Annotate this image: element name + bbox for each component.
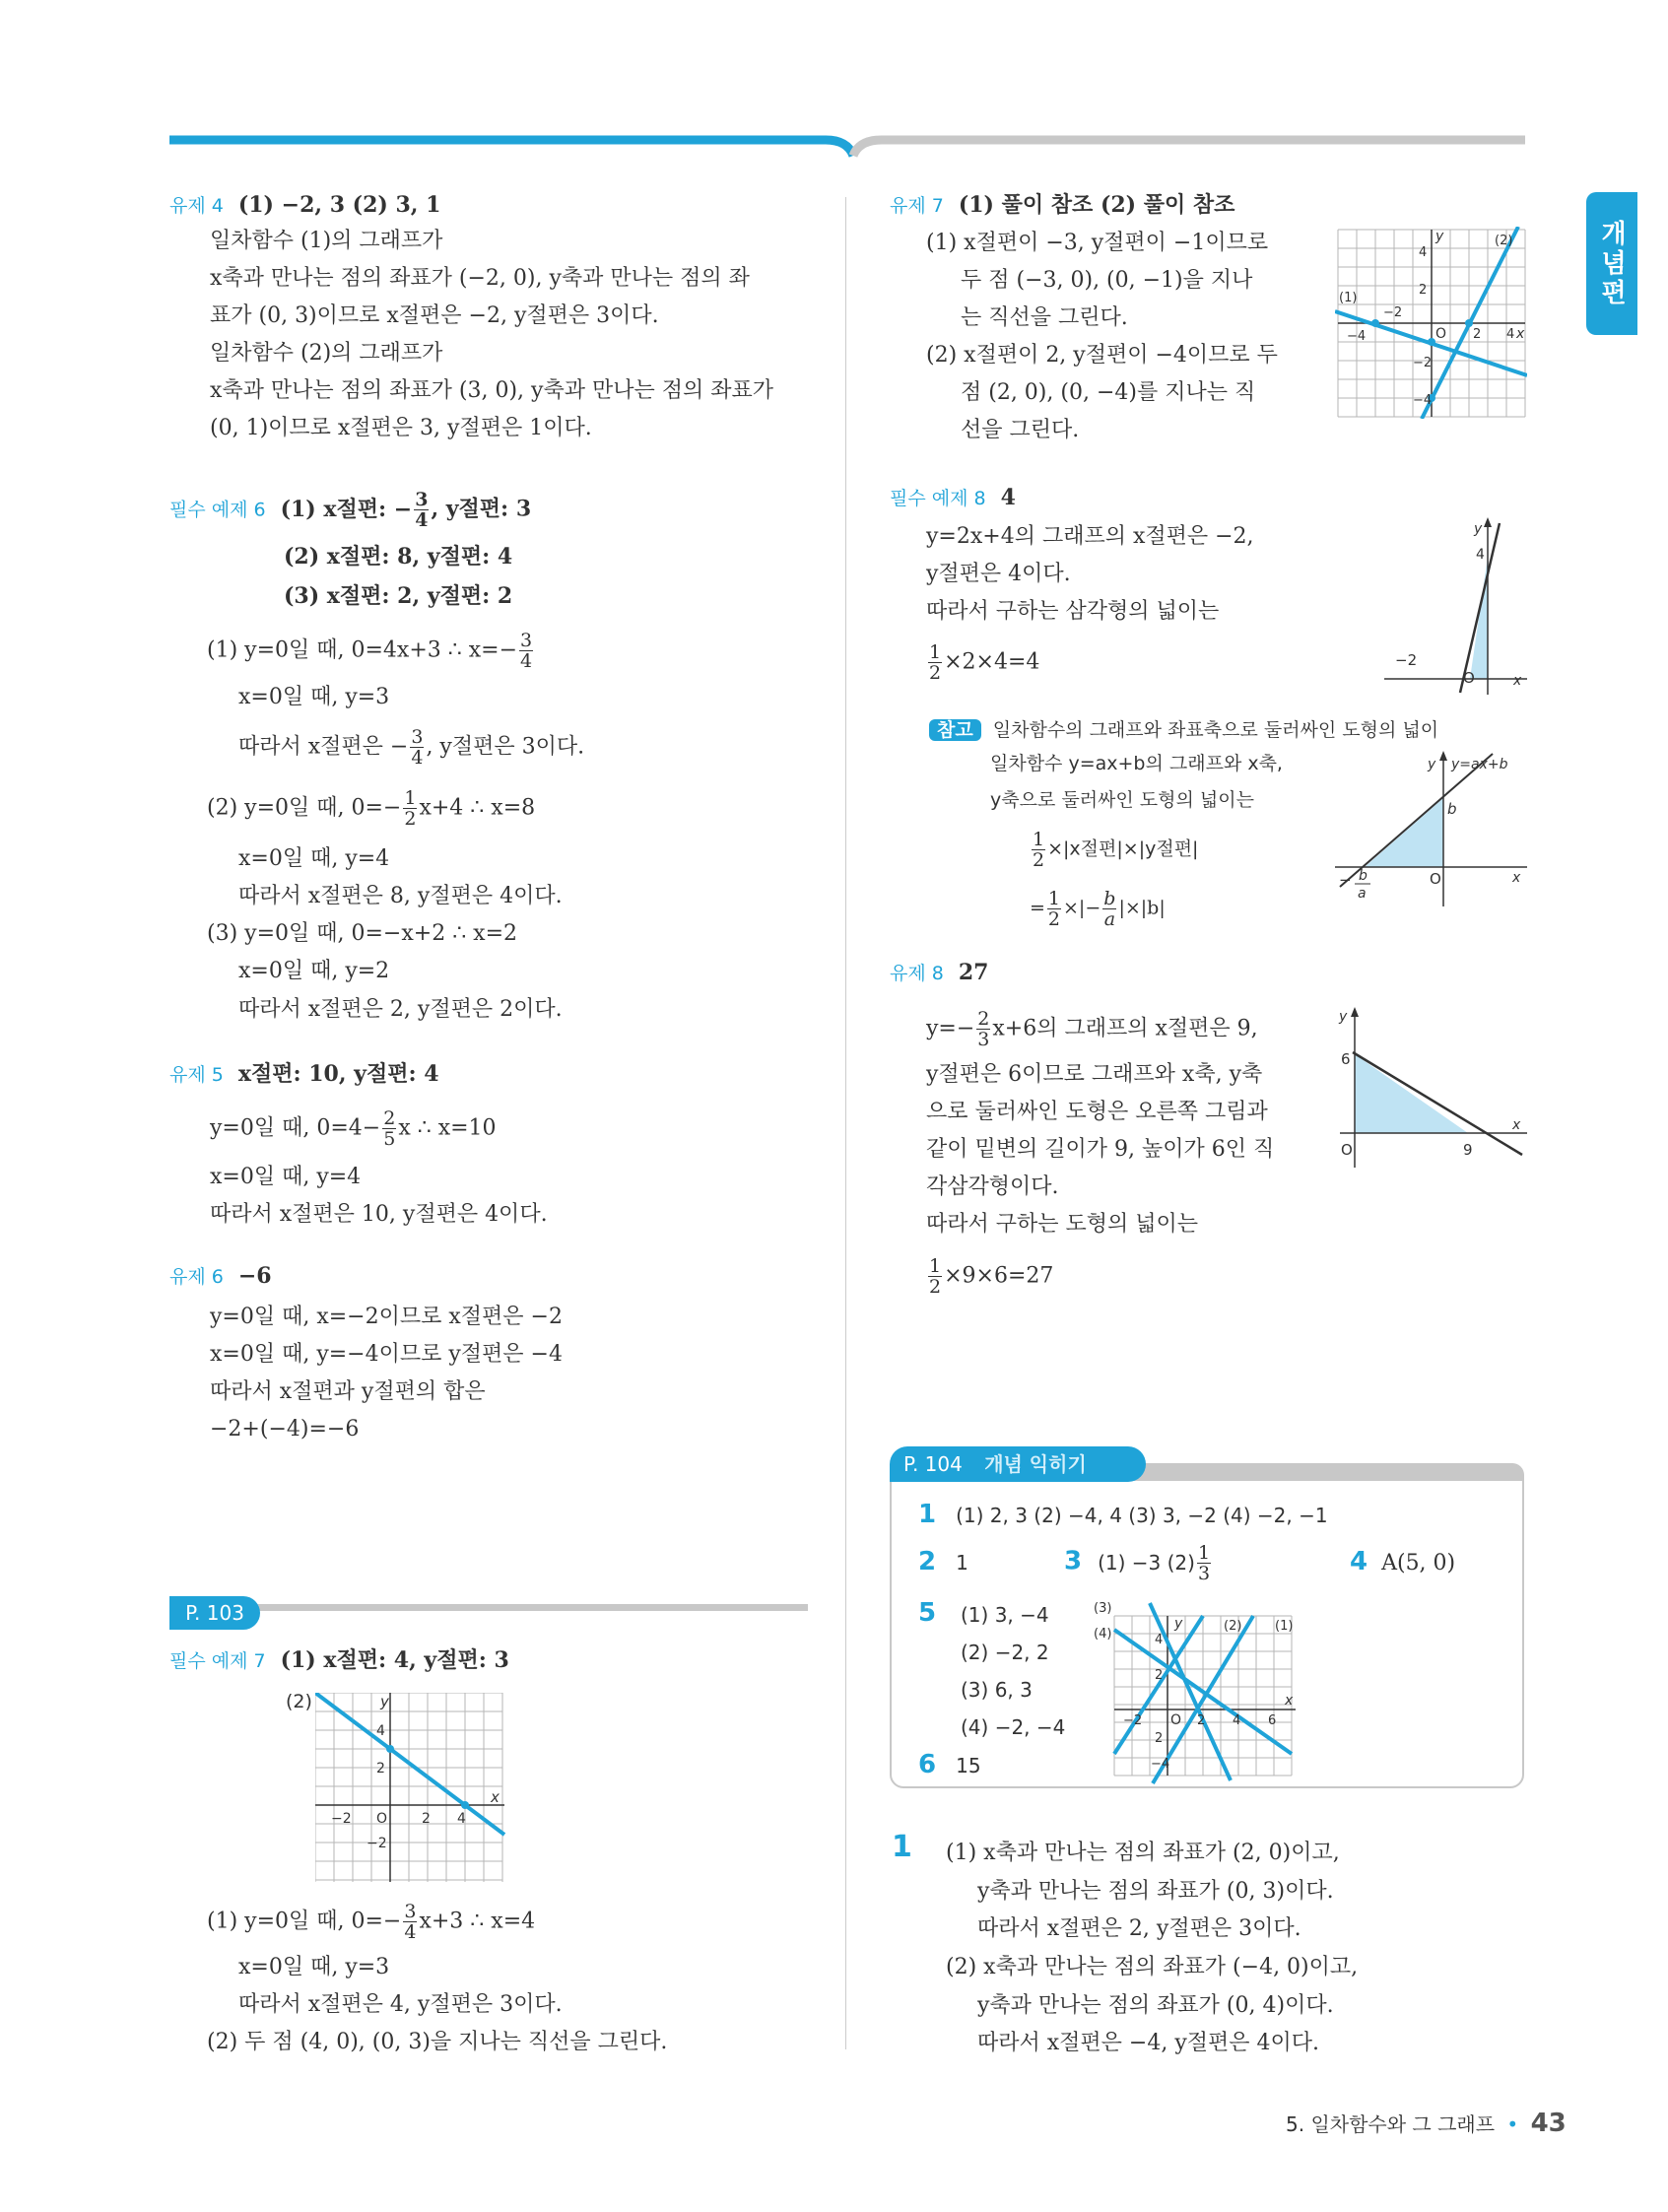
- frac-den: 2: [1047, 908, 1061, 930]
- p104-answer-6: [918, 1750, 981, 1781]
- graph-label: (4): [1094, 1627, 1112, 1642]
- fraction: [928, 642, 942, 683]
- yuje7-line: 점 (2, 0), (0, −4)를 지나는 직: [961, 380, 1256, 405]
- tick-label: 4: [1233, 1713, 1241, 1728]
- frac-a: a: [1358, 886, 1367, 902]
- sol1-line: y축과 만나는 점의 좌표가 (0, 3)이다.: [977, 1879, 1334, 1904]
- frac-num: 1: [1033, 829, 1045, 850]
- yuje5-answer: x절편: 10, y절편: 4: [237, 1061, 439, 1087]
- yuje8-line-7: [926, 1256, 1053, 1297]
- axis-label: y: [380, 1693, 389, 1710]
- tick-label: 9: [1463, 1141, 1473, 1159]
- yuje6-line: y=0일 때, x=−2이므로 x절편은 −2: [210, 1305, 563, 1329]
- triangle-fill: [1365, 798, 1443, 867]
- answer-text: 1: [956, 1551, 968, 1575]
- pilsu8-header: [890, 483, 1016, 513]
- frac-den: 4: [520, 650, 533, 672]
- frac-b: b: [1359, 868, 1368, 884]
- pilsu7-answer: (1) x절편: 4, y절편: 3: [280, 1647, 509, 1673]
- origin-label: O: [1430, 870, 1441, 888]
- point: [1371, 319, 1379, 327]
- triangle-fill: [1470, 557, 1488, 679]
- point: [1428, 338, 1435, 346]
- frac-den: 2: [929, 1276, 942, 1298]
- yuje6-label: 유제 6: [169, 1266, 224, 1288]
- graph-label: (2): [1224, 1619, 1242, 1634]
- yuje5-line-2: x=0일 때, y=4: [210, 1165, 362, 1189]
- p104-badge: [890, 1446, 1146, 1482]
- p104-answer-5: [918, 1598, 936, 1630]
- answer-number: 2: [918, 1547, 937, 1576]
- tick-label: −2: [367, 1836, 387, 1851]
- p103-badge: [169, 1596, 260, 1630]
- yuje6-answer: −6: [237, 1263, 272, 1289]
- sol1-line: 따라서 x절편은 2, y절편은 3이다.: [977, 1916, 1301, 1941]
- pilsu8-line-2: y절편은 4이다.: [926, 562, 1071, 586]
- pilsu6-sol-2c: 따라서 x절편은 8, y절편은 4이다.: [238, 884, 563, 908]
- note-line-2: y축으로 둘러싸인 도형의 넓이는: [990, 789, 1254, 811]
- text: (1) y=0일 때, 0=4x+3 ∴ x=−: [207, 637, 518, 663]
- pilsu6-sol-2b: x=0일 때, y=4: [238, 846, 390, 871]
- yuje6-line: −2+(−4)=−6: [210, 1417, 360, 1441]
- pilsu6-answer-2: (2) x절편: 8, y절편: 4: [284, 544, 513, 570]
- text: ×|x절편|×|y절편|: [1047, 838, 1199, 860]
- tick-label: 2: [1155, 1731, 1164, 1746]
- p103-badge-text: P. 103: [185, 1601, 244, 1625]
- text: =: [1030, 897, 1045, 919]
- yuje4-line: 일차함수 (2)의 그래프가: [210, 341, 443, 366]
- axis-label: x: [491, 1788, 500, 1806]
- pilsu8-graph: [1379, 517, 1527, 695]
- frac-num: 2: [977, 1008, 990, 1030]
- yuje5-label: 유제 5: [169, 1064, 224, 1086]
- p103-banner-line: [187, 1604, 808, 1611]
- tick-label: 4: [1419, 245, 1428, 260]
- tick-label: −4: [1151, 1757, 1170, 1772]
- p104-badge-text: P. 104: [903, 1452, 963, 1476]
- tick-label: 4: [457, 1811, 466, 1827]
- pilsu6-sol-2a: [207, 788, 535, 829]
- sol1-line: y축과 만나는 점의 좌표가 (0, 4)이다.: [977, 1993, 1334, 2018]
- frac-num: 1: [1197, 1542, 1211, 1564]
- yuje8-line-1: [926, 1009, 1258, 1049]
- axis-label: x: [1512, 870, 1521, 886]
- tick-label: 2: [1473, 327, 1482, 342]
- footer-bullet: •: [1506, 2112, 1519, 2136]
- text: |×|b|: [1118, 897, 1166, 919]
- answer-text: A(5, 0): [1381, 1551, 1456, 1575]
- axis-label: y: [1339, 1009, 1348, 1025]
- yuje7-label: 유제 7: [890, 195, 944, 217]
- answer-text: 15: [956, 1754, 981, 1777]
- frac-den: 2: [929, 662, 942, 684]
- tick-label: 6: [1268, 1713, 1277, 1728]
- fraction: [1197, 1543, 1211, 1583]
- sol1-line: (1) x축과 만나는 점의 좌표가 (2, 0)이고,: [946, 1841, 1340, 1865]
- p104-a5-line: (2) −2, 2: [961, 1641, 1049, 1664]
- axis-label: x: [1512, 1117, 1521, 1133]
- pilsu6-sol-1b: x=0일 때, y=3: [238, 685, 390, 709]
- note-formula-1: [1030, 830, 1198, 870]
- yuje8-line: 각삼각형이다.: [926, 1174, 1059, 1199]
- frac-num: 1: [929, 1255, 942, 1277]
- graph-label: (1): [1275, 1619, 1294, 1634]
- fraction: [382, 1108, 396, 1149]
- yuje8-header: [890, 958, 988, 988]
- pilsu8-label: 필수 예제 8: [890, 488, 986, 509]
- tick-label: −2: [1383, 305, 1403, 320]
- pilsu7-sol-1: [207, 1902, 535, 1942]
- yuje6-line: x=0일 때, y=−4이므로 y절편은 −4: [210, 1342, 563, 1367]
- fraction: [519, 631, 533, 671]
- yuje4-line: x축과 만나는 점의 좌표가 (3, 0), y축과 만나는 점의 좌표가: [210, 378, 773, 403]
- text: y=0일 때, 0=4−: [210, 1115, 381, 1141]
- yuje8-graph: [1325, 1005, 1527, 1173]
- footer: [1286, 2109, 1567, 2139]
- yuje4-line: (0, 1)이므로 x절편은 3, y절편은 1이다.: [210, 416, 592, 440]
- fraction: [1047, 889, 1061, 929]
- frac-den: 2: [404, 808, 417, 830]
- frac-num: 3: [520, 630, 533, 651]
- sol1-line: 따라서 x절편은 −4, y절편은 4이다.: [977, 2031, 1319, 2055]
- sol1-number: [892, 1830, 912, 1865]
- yuje8-label: 유제 8: [890, 963, 944, 984]
- tick-label: 4: [1476, 547, 1485, 563]
- yuje8-line: 같이 밑변의 길이가 9, 높이가 6인 직: [926, 1137, 1275, 1162]
- note-header: [929, 715, 1438, 745]
- point: [1465, 319, 1473, 327]
- pilsu6-sol-3c: 따라서 x절편은 2, y절편은 2이다.: [238, 997, 563, 1022]
- p104-a5-line: (3) 6, 3: [961, 1678, 1033, 1702]
- yuje7-graph: [1335, 227, 1527, 419]
- yuje4-header: [169, 190, 440, 221]
- frac-den: 5: [383, 1128, 396, 1150]
- frac-den: a: [1103, 908, 1116, 930]
- tick-label: −2: [1123, 1713, 1143, 1728]
- frac-num: 1: [929, 641, 942, 663]
- side-tab-label: 개념편: [1596, 219, 1627, 308]
- fraction: [976, 1009, 990, 1049]
- p104-header-bar: [1084, 1463, 1524, 1481]
- tick-label: 2: [376, 1761, 385, 1776]
- pilsu6-label: 필수 예제 6: [169, 499, 266, 521]
- note-tag: 참고: [929, 719, 981, 741]
- frac-den: 4: [404, 1921, 417, 1943]
- pilsu6-sol-3b: x=0일 때, y=2: [238, 959, 390, 983]
- answer-number: 3: [1064, 1546, 1083, 1576]
- pilsu6-answer-1-post: , y절편: 3: [431, 496, 532, 522]
- graph-label: (1): [1339, 291, 1358, 305]
- answer-number: 1: [892, 1830, 912, 1864]
- yuje6-line: 따라서 x절편과 y절편의 합은: [210, 1379, 486, 1404]
- text: (2) y=0일 때, 0=−: [207, 795, 402, 821]
- footer-chapter: 5. 일차함수와 그 그래프: [1286, 2112, 1496, 2136]
- pilsu6-answer-1: (1) x절편: −: [280, 496, 413, 522]
- frac-num: 1: [1047, 888, 1061, 909]
- tick-label: O: [1435, 326, 1447, 342]
- minus-label: −: [1339, 871, 1352, 889]
- text: ×9×6=27: [944, 1263, 1054, 1289]
- p104-answer-1: [918, 1500, 1328, 1531]
- p103-graph: [315, 1693, 508, 1886]
- tick-label: −2: [331, 1811, 352, 1827]
- pilsu6-sol-3a: (3) y=0일 때, 0=−x+2 ∴ x=2: [207, 921, 518, 946]
- yuje7-line: (1) x절편이 −3, y절편이 −1이므로: [926, 231, 1269, 255]
- tick-label: 2: [422, 1811, 431, 1827]
- text: x+3 ∴ x=4: [419, 1909, 536, 1934]
- fraction: [403, 1902, 417, 1942]
- note-formula-2: [1030, 889, 1166, 929]
- frac-den: 4: [411, 747, 424, 769]
- tick-label: O: [1170, 1712, 1182, 1728]
- yuje8-line: 으로 둘러싸인 도형은 오른쪽 그림과: [926, 1100, 1268, 1124]
- pilsu7-sol-4: (2) 두 점 (4, 0), (0, 3)을 지나는 직선을 그린다.: [207, 2030, 668, 2054]
- yuje7-line: (2) x절편이 2, y절편이 −4이므로 두: [926, 343, 1278, 368]
- pilsu7-label: 필수 예제 7: [169, 1650, 266, 1672]
- tick-label: O: [376, 1811, 388, 1827]
- axis-label: y: [1474, 521, 1483, 537]
- tick-label: −2: [1413, 356, 1433, 370]
- tick-label: 2: [1155, 1668, 1164, 1683]
- side-tab: [1586, 192, 1637, 335]
- page-number: 43: [1530, 2109, 1567, 2138]
- frac-num: 3: [404, 1901, 417, 1922]
- yuje8-line: 따라서 구하는 도형의 넓이는: [926, 1212, 1199, 1237]
- pilsu6-sol-1a: [207, 631, 535, 671]
- answer-text: (1) 2, 3 (2) −4, 4 (3) 3, −2 (4) −2, −1: [956, 1504, 1328, 1527]
- axis-label: x: [1285, 1693, 1294, 1709]
- yuje6-header: [169, 1261, 272, 1292]
- frac-den: 3: [1197, 1563, 1211, 1584]
- tick-label: −2: [1395, 651, 1418, 669]
- text: y=−: [926, 1016, 975, 1041]
- axis-label: y: [1174, 1616, 1183, 1632]
- fraction: [414, 490, 429, 530]
- yuje4-line: 표가 (0, 3)이므로 x절편은 −2, y절편은 3이다.: [210, 303, 659, 328]
- tick-label: O: [1341, 1141, 1353, 1159]
- pilsu6-header: [169, 490, 531, 530]
- tick-label: 2: [1197, 1713, 1206, 1728]
- pilsu8-line-1: y=2x+4의 그래프의 x절편은 −2,: [926, 524, 1254, 549]
- x-intercept-dot: [461, 1801, 469, 1809]
- text: 따라서 x절편은 −: [238, 734, 409, 760]
- yuje4-label: 유제 4: [169, 195, 224, 217]
- frac-den: 2: [1033, 849, 1045, 871]
- axis-label: x: [1513, 673, 1522, 689]
- yuje7-line: 선을 그린다.: [961, 418, 1080, 442]
- fraction: [410, 727, 424, 768]
- top-header-bars: [0, 118, 1668, 168]
- tick-label: 4: [376, 1723, 385, 1739]
- text: (1) y=0일 때, 0=−: [207, 1909, 402, 1934]
- answer-number: 5: [918, 1598, 937, 1628]
- yuje7-header: [890, 190, 1234, 221]
- pilsu6-answer-3: (3) x절편: 2, y절편: 2: [284, 583, 513, 609]
- yuje5-line-1: [210, 1108, 497, 1149]
- yuje7-line: 는 직선을 그린다.: [961, 305, 1128, 330]
- graph-line-2: [1150, 1603, 1231, 1780]
- frac-num: 3: [411, 726, 424, 748]
- note-graph: [1335, 749, 1527, 906]
- frac-den: 4: [415, 509, 429, 531]
- text: ×|−: [1063, 897, 1101, 919]
- yuje7-line: 두 점 (−3, 0), (0, −1)을 지나: [961, 268, 1253, 293]
- p104-graph: [1094, 1598, 1305, 1785]
- answer-number: 1: [918, 1500, 937, 1529]
- tick-label: 4: [1506, 327, 1515, 342]
- axis-label: y: [1428, 757, 1436, 772]
- p104-title: 개념 익히기: [984, 1452, 1087, 1476]
- pilsu6-sol-1c: [238, 727, 584, 768]
- tick-label: 2: [1419, 283, 1428, 298]
- p104-answer-2: [918, 1547, 968, 1578]
- pilsu7-header: [169, 1645, 509, 1676]
- text: , y절편은 3이다.: [426, 734, 585, 760]
- pilsu8-answer: 4: [1000, 485, 1016, 510]
- yuje4-line: x축과 만나는 점의 좌표가 (−2, 0), y축과 만나는 점의 좌: [210, 266, 750, 291]
- fraction: [1032, 830, 1045, 870]
- text: x+4 ∴ x=8: [419, 795, 536, 821]
- graph-label: (2): [1495, 234, 1513, 248]
- equation-label: y=ax+b: [1451, 757, 1508, 772]
- yuje5-line-3: 따라서 x절편은 10, y절편은 4이다.: [210, 1202, 548, 1227]
- fraction: [928, 1256, 942, 1297]
- yuje4-answer: (1) −2, 3 (2) 3, 1: [237, 192, 441, 218]
- answer-number: 6: [918, 1750, 937, 1779]
- p104-a5-line: (4) −2, −4: [961, 1715, 1066, 1739]
- note-title: 일차함수의 그래프와 좌표축으로 둘러싸인 도형의 넓이: [992, 719, 1439, 741]
- p104-answer-3: [1064, 1543, 1213, 1583]
- pilsu7-graph-label: (2): [286, 1691, 312, 1712]
- p104-answer-4: [1350, 1547, 1455, 1578]
- fraction: [403, 788, 417, 829]
- text: x ∴ x=10: [398, 1115, 497, 1141]
- pilsu7-sol-3: 따라서 x절편은 4, y절편은 3이다.: [238, 1992, 563, 2017]
- frac-num: 1: [404, 787, 417, 809]
- pilsu7-sol-2: x=0일 때, y=3: [238, 1955, 390, 1979]
- b-label: b: [1447, 800, 1457, 818]
- tick-label: −4: [1413, 393, 1433, 408]
- yuje7-answer: (1) 풀이 참조 (2) 풀이 참조: [958, 192, 1235, 218]
- yuje8-line: y절편은 6이므로 그래프와 x축, y축: [926, 1062, 1263, 1087]
- frac-num: 3: [415, 489, 429, 510]
- tick-label: 6: [1341, 1050, 1351, 1068]
- frac-num: 2: [383, 1107, 396, 1129]
- answer-number: 4: [1350, 1547, 1368, 1576]
- pilsu8-line-4: [926, 642, 1039, 683]
- tick-label: O: [1463, 669, 1475, 687]
- graph-label: (3): [1094, 1601, 1112, 1616]
- tick-label: −4: [1347, 329, 1367, 344]
- text: ×2×4=4: [944, 649, 1040, 675]
- axis-label: x: [1516, 326, 1525, 342]
- yuje8-answer: 27: [958, 960, 989, 985]
- sol1-line: (2) x축과 만나는 점의 좌표가 (−4, 0)이고,: [946, 1955, 1359, 1979]
- pilsu8-line-3: 따라서 구하는 삼각형의 넓이는: [926, 599, 1220, 624]
- p104-a5-line: (1) 3, −4: [961, 1603, 1049, 1627]
- answer-text: (1) −3 (2): [1098, 1550, 1195, 1575]
- text: x+6의 그래프의 x절편은 9,: [992, 1016, 1258, 1041]
- frac-num: b: [1103, 888, 1116, 909]
- frac-den: 3: [977, 1029, 990, 1050]
- yuje4-line: 일차함수 (1)의 그래프가: [210, 229, 443, 253]
- y-intercept-dot: [386, 1745, 394, 1753]
- triangle-fill: [1355, 1054, 1468, 1133]
- column-divider: [845, 197, 846, 2049]
- yuje5-header: [169, 1059, 439, 1090]
- axis-label: y: [1435, 229, 1444, 244]
- note-line-1: 일차함수 y=ax+b의 그래프와 x축,: [990, 753, 1283, 774]
- fraction: [1102, 889, 1116, 929]
- tick-label: 4: [1155, 1633, 1164, 1647]
